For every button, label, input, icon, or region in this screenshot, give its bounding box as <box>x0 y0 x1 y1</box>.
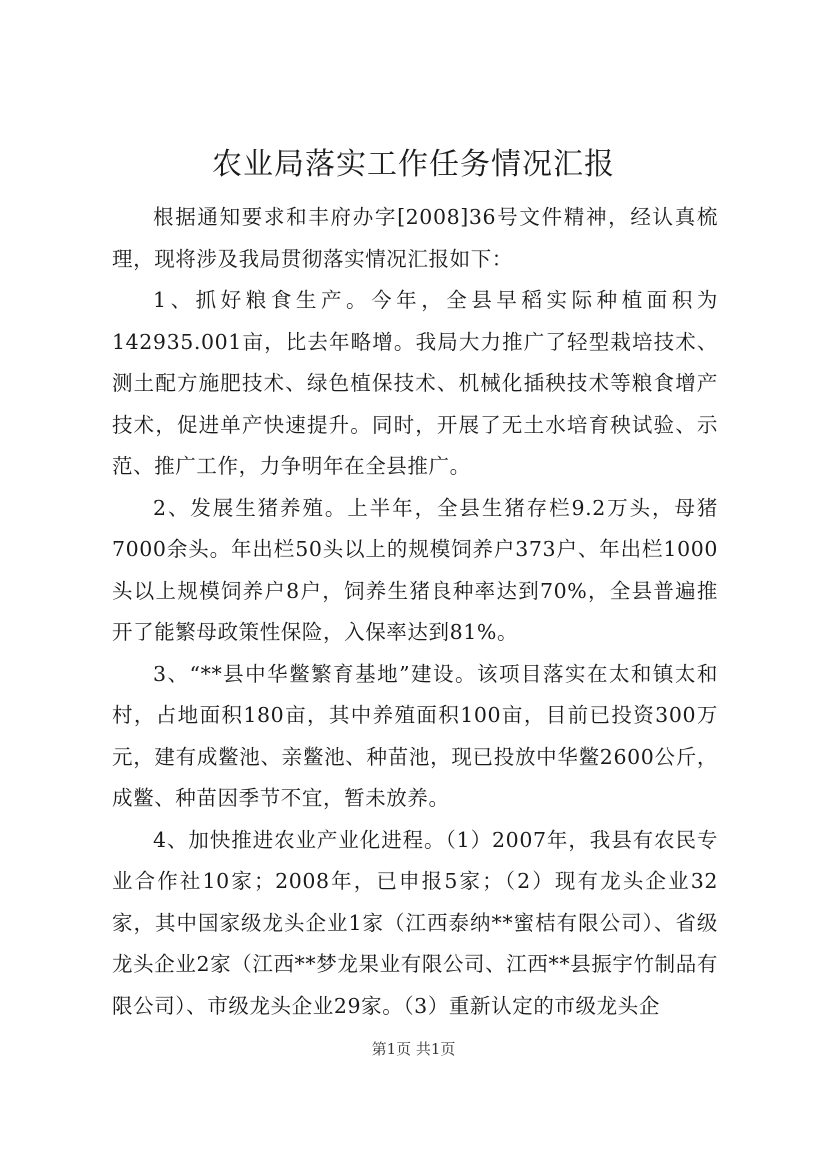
paragraph-industrialization: 4、加快推进农业产业化进程。（1）2007年，我县有农民专业合作社10家；2008年，已申报5家；（2）现有龙头企业32家，其中国家级龙头企业1家（江西泰纳**蜜桔有限公司）、省级龙头企业2家（江西**梦龙果业有限公司、江西**县振宇竹制品有限公司）、市级龙头企业29家。（3）重新认定的市级龙头企 <box>112 827 718 1018</box>
paragraph-turtle-base: 3、“**县中华鳖繁育基地”建设。该项目落实在太和镇太和村，占地面积180亩，其中养殖面积100亩，目前已投资300万元，建有成鳖池、亲鳖池、种苗池，现已投放中华鳖2600公斤，成鳖、种苗因季节不宜，暂未放养。 <box>112 661 718 810</box>
page-footer: 第1页 共1页 <box>371 1040 456 1058</box>
document-title: 农业局落实工作任务情况汇报 <box>212 147 615 182</box>
document-body <box>112 197 718 1027</box>
paragraph-grain-production: 1、抓好粮食生产。今年，全县早稻实际种植面积为142935.001亩，比去年略增。我局大力推广了轻型栽培技术、测土配方施肥技术、绿色植保技术、机械化插秧技术等粮食增产技术，促进单产快速提升。同时，开展了无土水培育秧试验、示范、推广工作，力争明年在全县推广。 <box>112 288 718 478</box>
paragraph-pig-farming: 2、发展生猪养殖。上半年，全县生猪存栏9.2万头，母猪7000余头。年出栏50头以上的规模饲养户373户、年出栏1000头以上规模饲养户8户，饲养生猪良种率达到70%，全县普遍推开了能繁母政策性保险，入保率达到81%。 <box>112 495 718 644</box>
paragraph-intro: 根据通知要求和丰府办字[2008]36号文件精神，经认真梳理，现将涉及我局贯彻落实情况汇报如下： <box>112 205 718 271</box>
